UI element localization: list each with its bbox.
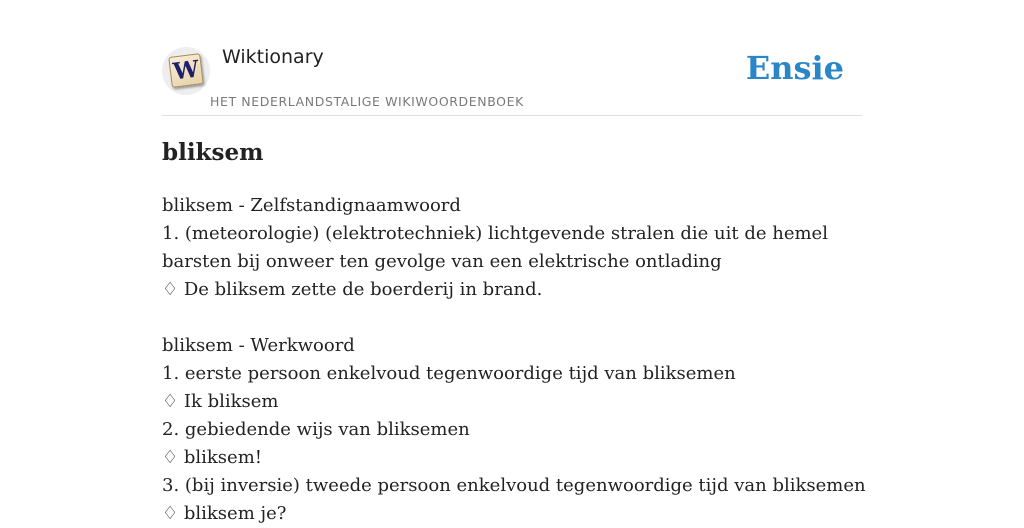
site-tagline: HET NEDERLANDSTALIGE WIKIWOORDENBOEK	[210, 94, 524, 109]
verb-example-1: ♢ Ik bliksem	[162, 391, 279, 412]
section-spacer	[162, 304, 862, 332]
verb-definition-2: 2. gebiedende wijs van bliksemen	[162, 419, 470, 440]
verb-definition-3: 3. (bij inversie) tweede persoon enkelvoud tegenwoordige tijd van bliksemen	[162, 475, 866, 496]
site-header	[162, 0, 862, 116]
site-name-link[interactable]: Wiktionary	[222, 46, 324, 68]
noun-section-heading: bliksem - Zelfstandignaamwoord	[162, 195, 461, 216]
logo-letter: W	[171, 55, 201, 86]
ensie-brand-link[interactable]: Ensie	[745, 49, 844, 87]
verb-definition-1: 1. eerste persoon enkelvoud tegenwoordige tijd van bliksemen	[162, 363, 736, 384]
verb-example-2: ♢ bliksem!	[162, 447, 262, 468]
verb-example-3: ♢ bliksem je?	[162, 503, 287, 524]
noun-example-1: ♢ De bliksem zette de boerderij in brand.	[162, 279, 543, 300]
entry-content	[162, 192, 866, 528]
verb-section-heading: bliksem - Werkwoord	[162, 335, 355, 356]
noun-definition-1: 1. (meteorologie) (elektrotechniek) lichtgevende stralen die uit de hemel barsten bij onweer ten gevolge van een elektrische ontlading	[162, 223, 828, 272]
logo-tile	[168, 53, 204, 88]
wiktionary-logo-icon[interactable]	[162, 47, 210, 95]
entry-title: bliksem	[162, 139, 264, 166]
